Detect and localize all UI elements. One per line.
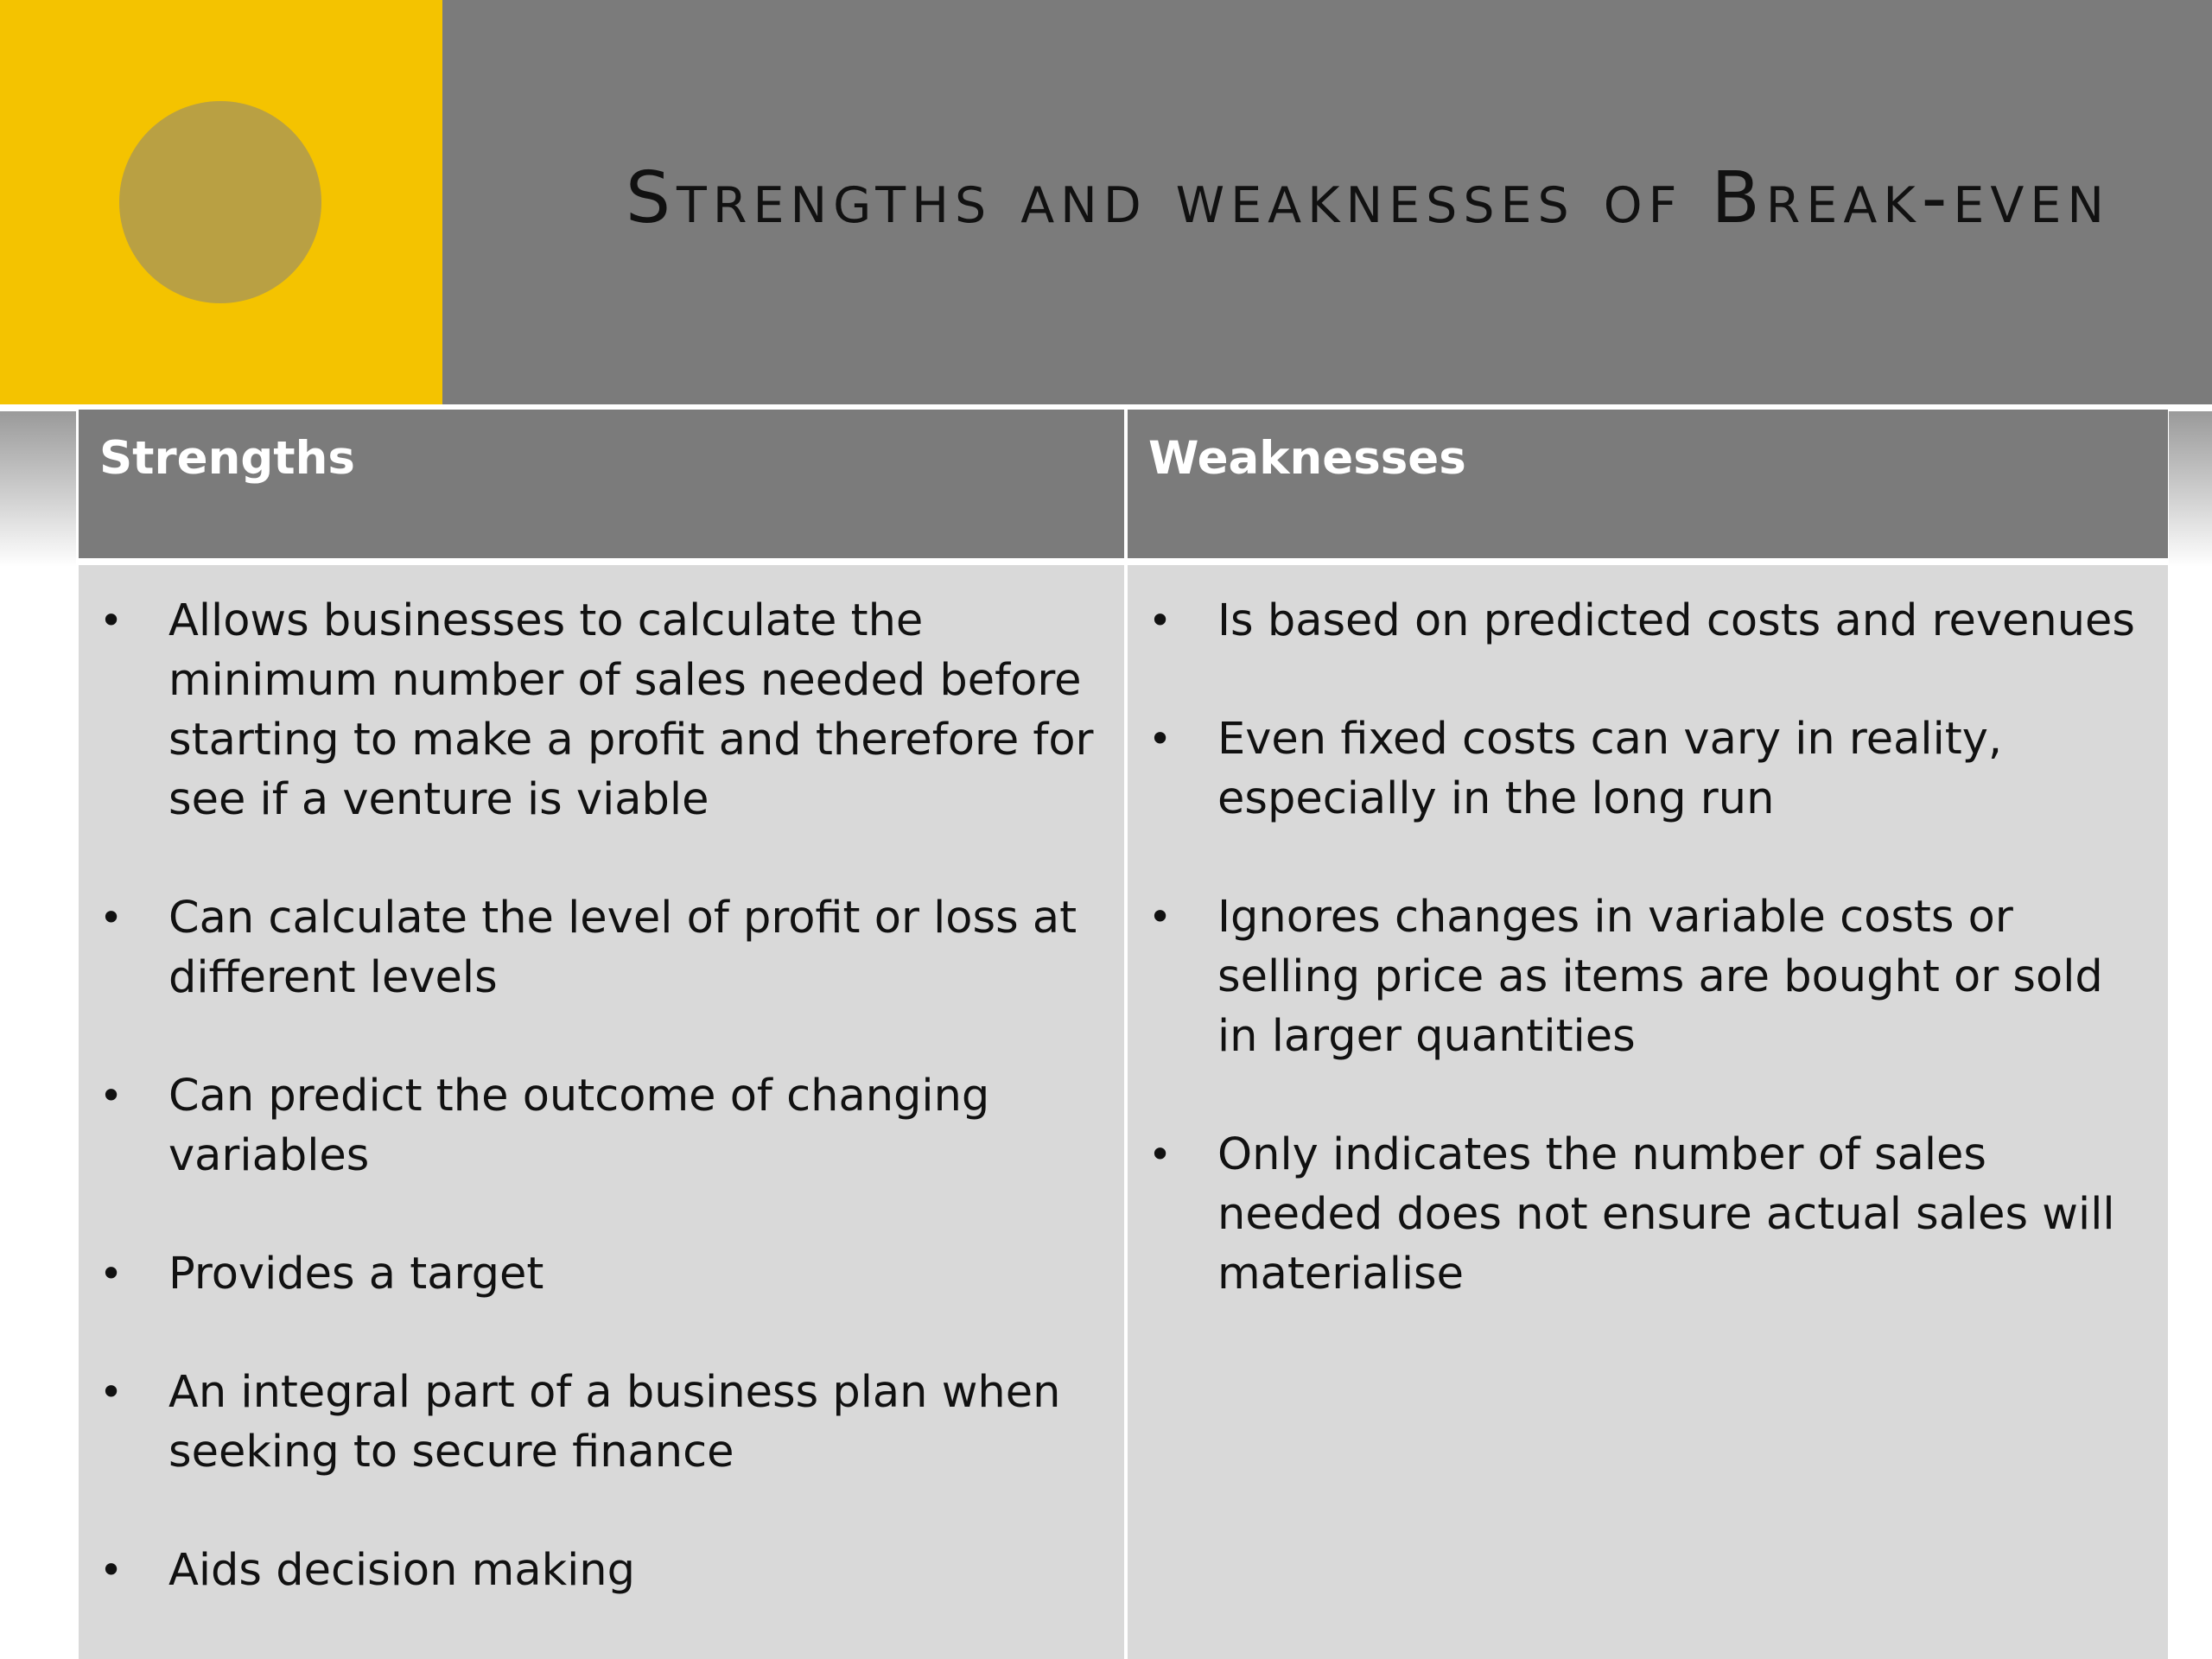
weaknesses-list bbox=[1148, 591, 2147, 1304]
table-body-row bbox=[79, 562, 2168, 1659]
left-shadow-decoration bbox=[0, 411, 76, 567]
weakness-item: • Ignores changes in variable costs or selling price as items are bought or sold in larger quantities bbox=[1148, 887, 2147, 1066]
weakness-item: • Only indicates the number of sales needed does not ensure actual sales will materialise bbox=[1148, 1125, 2147, 1304]
weaknesses-header: Weaknesses bbox=[1126, 410, 2168, 562]
strengths-header: Strengths bbox=[79, 410, 1126, 562]
strengths-list bbox=[99, 591, 1103, 1600]
strength-item: • Aids decision making bbox=[99, 1541, 1103, 1600]
right-shadow-decoration bbox=[2169, 411, 2212, 567]
strengths-weaknesses-table bbox=[79, 410, 2168, 1659]
decorative-circle bbox=[119, 101, 321, 303]
strength-item: • Provides a target bbox=[99, 1244, 1103, 1304]
strength-item: • An integral part of a business plan when seeking to secure finance bbox=[99, 1363, 1103, 1482]
weakness-item: • Is based on predicted costs and revenues bbox=[1148, 591, 2147, 651]
weakness-item: • Even fixed costs can vary in reality, especially in the long run bbox=[1148, 709, 2147, 829]
accent-block bbox=[0, 0, 442, 404]
strength-item: • Can calculate the level of profit or loss at different levels bbox=[99, 888, 1103, 1007]
table-header-row bbox=[79, 410, 2168, 562]
slide-title: Strengths and weaknesses of Break-even bbox=[626, 157, 2111, 239]
strengths-cell bbox=[79, 562, 1126, 1659]
strength-item: • Allows businesses to calculate the minimum number of sales needed before starting to make a profit and therefore for see if a venture is viable bbox=[99, 591, 1103, 830]
strength-item: • Can predict the outcome of changing variables bbox=[99, 1066, 1103, 1185]
weaknesses-cell bbox=[1126, 562, 2168, 1659]
